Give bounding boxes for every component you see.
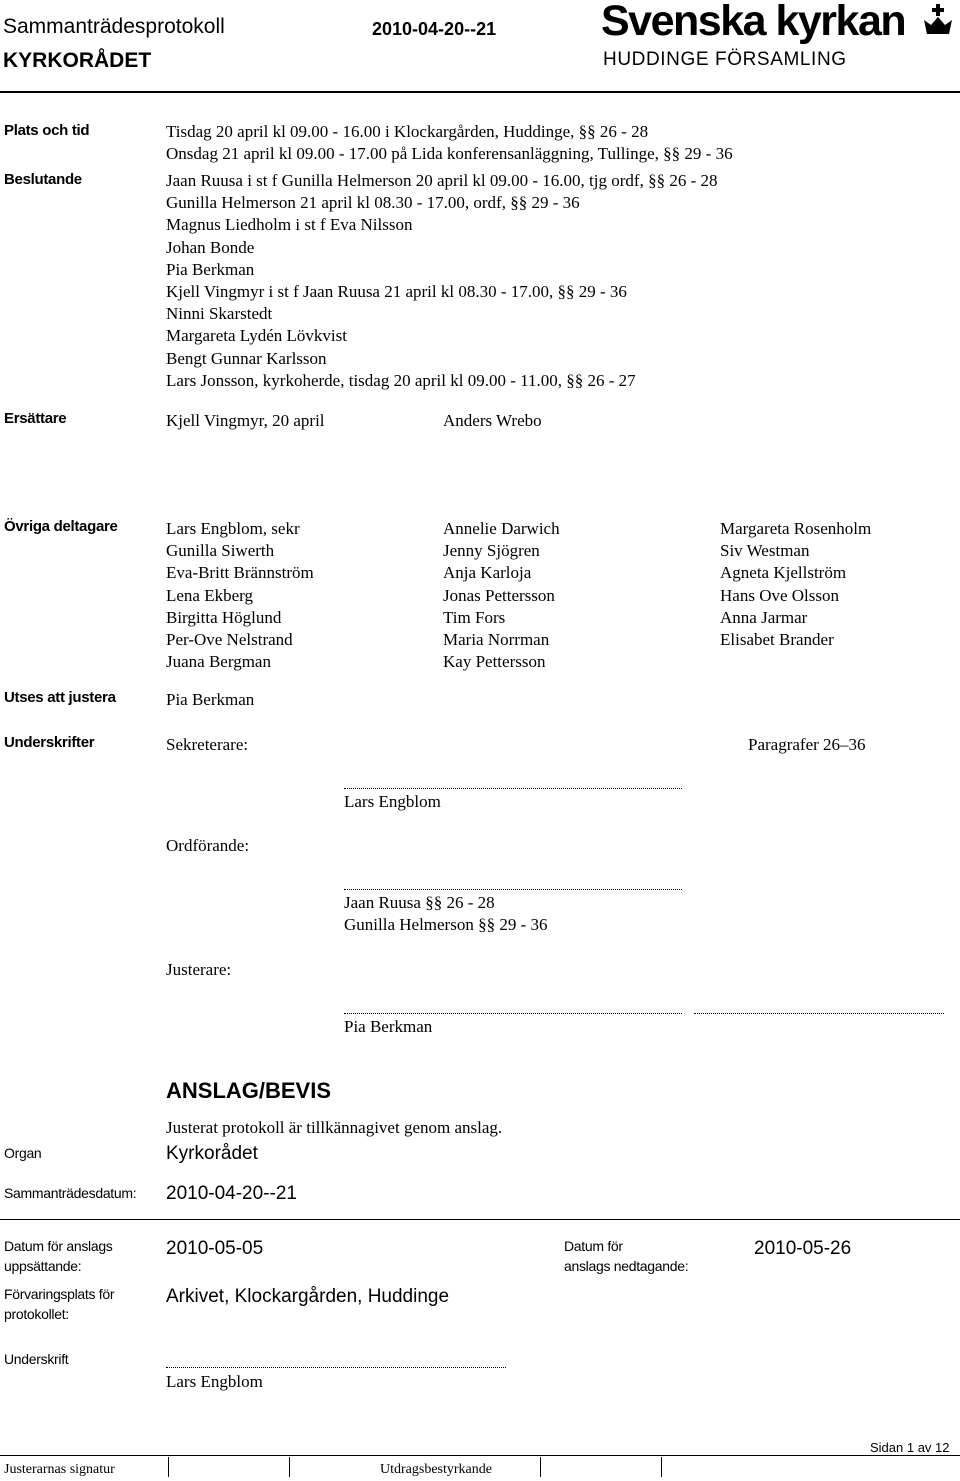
- section-rule: [0, 1219, 960, 1220]
- signature-line: [344, 889, 682, 890]
- participant: Lars Engblom, sekr: [166, 519, 300, 538]
- signature-line: [166, 1367, 506, 1368]
- signature-line: [344, 788, 682, 789]
- beslutande-line: Pia Berkman: [166, 259, 255, 279]
- ovriga-col3: [720, 518, 871, 651]
- beslutande-line: Johan Bonde: [166, 237, 255, 257]
- participant: Elisabet Brander: [720, 629, 834, 649]
- participant: Tim Fors: [443, 607, 506, 627]
- datum-label: Sammanträdesdatum:: [4, 1185, 137, 1201]
- beslutande-line: Gunilla Helmerson 21 april kl 08.30 - 17.00, ordf, §§ 29 - 36: [166, 193, 580, 213]
- nedtagande-label: anslags nedtagande:: [564, 1258, 689, 1274]
- underskrift-label: Underskrift: [4, 1351, 69, 1367]
- participant: Gunilla Siwerth: [166, 541, 275, 561]
- uppsattande-label: Datum för anslags: [4, 1238, 113, 1254]
- beslutande-line: Ninni Skarstedt: [166, 304, 273, 324]
- participant: Lena Ekberg: [166, 585, 254, 605]
- header-rule: [0, 91, 960, 93]
- sekreterare-name: Lars Engblom: [344, 792, 441, 811]
- header-body: KYRKORÅDET: [3, 49, 152, 72]
- ovriga-col2: [443, 518, 560, 673]
- participant: Juana Bergman: [166, 652, 271, 672]
- participant: Maria Norrman: [443, 629, 550, 649]
- participant: Hans Ove Olsson: [720, 585, 839, 605]
- utses-label: Utses att justera: [4, 689, 116, 706]
- ordforande-name: Jaan Ruusa §§ 26 - 28: [344, 893, 495, 912]
- participant: Agneta Kjellström: [720, 563, 847, 583]
- beslutande-lines: [166, 170, 717, 392]
- signature-line: [344, 1013, 682, 1014]
- sekreterare-label: Sekreterare:: [166, 735, 249, 754]
- justerare-label: Justerare:: [166, 960, 232, 979]
- ordforande-label: Ordförande:: [166, 836, 250, 855]
- utses-value: Pia Berkman: [166, 690, 255, 709]
- forvaring-label: protokollet:: [4, 1306, 69, 1322]
- logo-sub: HUDDINGE FÖRSAMLING: [603, 49, 847, 70]
- beslutande-line: Lars Jonsson, kyrkoherde, tisdag 20 april kl 09.00 - 11.00, §§ 26 - 27: [166, 370, 636, 390]
- church-crown-icon: [922, 4, 954, 38]
- participant: Jenny Sjögren: [443, 541, 540, 561]
- beslutande-label: Beslutande: [4, 171, 82, 188]
- underskrift-name: Lars Engblom: [166, 1372, 263, 1391]
- plats-lines: [166, 121, 733, 165]
- forvaring-label: Förvaringsplats för: [4, 1286, 115, 1302]
- forvaring-value: Arkivet, Klockargården, Huddinge: [166, 1286, 450, 1307]
- participant: Siv Westman: [720, 541, 810, 561]
- datum-value: 2010-04-20--21: [166, 1183, 297, 1204]
- participant: Birgitta Höglund: [166, 607, 282, 627]
- participant: Kay Pettersson: [443, 652, 546, 672]
- participant: Eva-Britt Brännström: [166, 563, 314, 583]
- header-date: 2010-04-20--21: [372, 19, 497, 39]
- doc-title: Sammanträdesprotokoll: [3, 15, 225, 38]
- beslutande-line: Margareta Lydén Lövkvist: [166, 326, 347, 346]
- beslutande-line: Kjell Vingmyr i st f Jaan Ruusa 21 april kl 08.30 - 17.00, §§ 29 - 36: [166, 281, 627, 301]
- organ-label: Organ: [4, 1145, 42, 1161]
- underskrifter-label: Underskrifter: [4, 734, 95, 751]
- footer-utdrag: Utdragsbestyrkande: [380, 1462, 492, 1477]
- nedtagande-label: Datum för: [564, 1238, 623, 1254]
- participant: Margareta Rosenholm: [720, 519, 872, 538]
- ersattare-name: Kjell Vingmyr, 20 april: [166, 411, 325, 430]
- beslutande-line: Jaan Ruusa i st f Gunilla Helmerson 20 april kl 09.00 - 16.00, tjg ordf, §§ 26 - 28: [166, 171, 718, 190]
- participant: Annelie Darwich: [443, 519, 560, 538]
- ersattare-label: Ersättare: [4, 410, 67, 427]
- participant: Anja Karloja: [443, 563, 532, 583]
- nedtagande-value: 2010-05-26: [754, 1238, 852, 1259]
- page-number: Sidan 1 av 12: [870, 1440, 950, 1455]
- organ-value: Kyrkorådet: [166, 1143, 258, 1164]
- ordforande-name: Gunilla Helmerson §§ 29 - 36: [344, 915, 548, 934]
- signature-line: [694, 1013, 944, 1014]
- beslutande-line: Magnus Liedholm i st f Eva Nilsson: [166, 215, 413, 235]
- footer-rule: [0, 1455, 960, 1456]
- participant: Jonas Pettersson: [443, 585, 555, 605]
- logo-main: Svenska kyrkan: [601, 0, 906, 45]
- uppsattande-label: uppsättande:: [4, 1258, 82, 1274]
- ersattare-name: Anders Wrebo: [443, 411, 542, 430]
- ovriga-col1: [166, 518, 314, 673]
- anslag-title: ANSLAG/BEVIS: [166, 1078, 332, 1103]
- plats-label: Plats och tid: [4, 122, 90, 139]
- beslutande-line: Bengt Gunnar Karlsson: [166, 348, 327, 368]
- footer-signature-box: [540, 1457, 662, 1477]
- justerare-name: Pia Berkman: [344, 1017, 433, 1036]
- plats-line: Tisdag 20 april kl 09.00 - 16.00 i Klockargården, Huddinge, §§ 26 - 28: [166, 122, 649, 141]
- participant: Per-Ove Nelstrand: [166, 629, 293, 649]
- footer-justerarnas: Justerarnas signatur: [4, 1462, 115, 1477]
- paragrafer: Paragrafer 26–36: [748, 735, 866, 754]
- participant: Anna Jarmar: [720, 607, 808, 627]
- ovriga-label: Övriga deltagare: [4, 518, 118, 535]
- plats-line: Onsdag 21 april kl 09.00 - 17.00 på Lida konferensanläggning, Tullinge, §§ 29 - 36: [166, 144, 733, 164]
- footer-signature-box: [168, 1457, 290, 1477]
- anslag-text: Justerat protokoll är tillkännagivet genom anslag.: [166, 1118, 503, 1137]
- uppsattande-value: 2010-05-05: [166, 1238, 264, 1259]
